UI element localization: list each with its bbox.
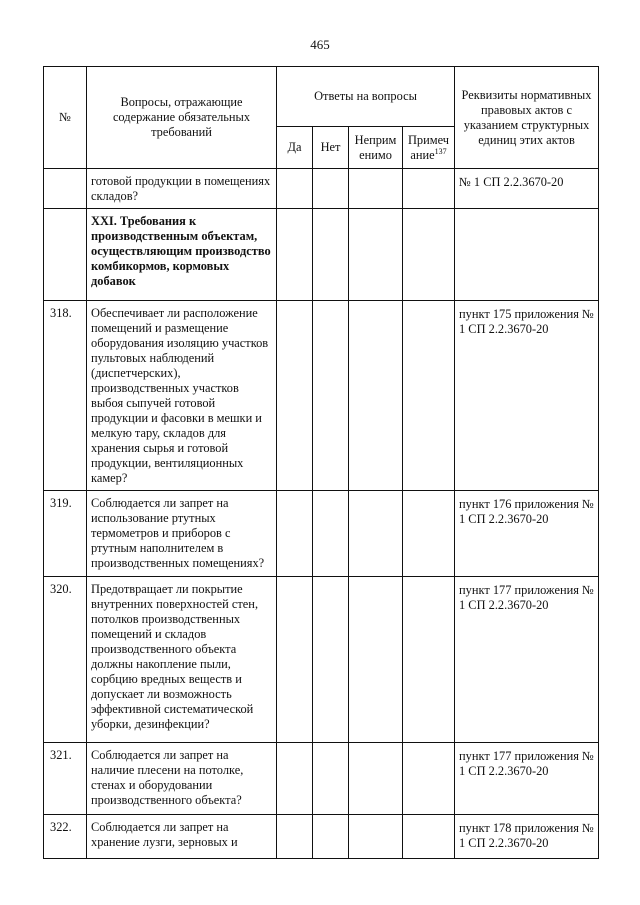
section-row <box>44 209 599 301</box>
cell-note[interactable] <box>403 815 455 859</box>
table-row <box>44 169 599 209</box>
cell-not-applicable[interactable] <box>349 577 403 743</box>
table-row <box>44 491 599 577</box>
header-note-line1: Примеч <box>407 132 450 147</box>
cell-not-applicable[interactable] <box>349 815 403 859</box>
row-number: 321. <box>44 743 87 815</box>
cell-not-applicable[interactable] <box>349 491 403 577</box>
cell-no <box>313 209 349 301</box>
row-number: 319. <box>44 491 87 577</box>
row-number <box>44 169 87 209</box>
header-not-applicable <box>349 127 403 169</box>
header-no: Нет <box>313 127 349 169</box>
cell-note[interactable] <box>403 491 455 577</box>
table-row <box>44 815 599 859</box>
row-number: 318. <box>44 301 87 491</box>
header-note <box>403 127 455 169</box>
checklist-table <box>43 66 599 859</box>
cell-yes[interactable] <box>277 301 313 491</box>
cell-note[interactable] <box>403 169 455 209</box>
cell-no[interactable] <box>313 491 349 577</box>
cell-note[interactable] <box>403 743 455 815</box>
row-reference: пункт 177 приложения № 1 СП 2.2.3670-20 <box>455 577 599 743</box>
cell-not-applicable <box>349 209 403 301</box>
cell-yes <box>277 209 313 301</box>
cell-yes[interactable] <box>277 577 313 743</box>
cell-note[interactable] <box>403 301 455 491</box>
header-num: № <box>44 67 87 169</box>
footnote-marker: 137 <box>434 146 447 156</box>
header-yes: Да <box>277 127 313 169</box>
row-question: Соблюдается ли запрет на использование ртутных термометров и приборов с ртутным наполнителем в производственных помещениях? <box>87 491 277 577</box>
header-row-top <box>44 67 599 127</box>
row-question: Соблюдается ли запрет на хранение лузги, зерновых и <box>87 815 277 859</box>
row-question: Предотвращает ли покрытие внутренних поверхностей стен, потолков производственных помещений и складов производственного объекта должны накопление пыли, сорбцию вредных веществ и допускает ли возможность эффективной систематической уборки, дезинфекции? <box>87 577 277 743</box>
row-number: 322. <box>44 815 87 859</box>
row-reference: пункт 178 приложения № 1 СП 2.2.3670-20 <box>455 815 599 859</box>
row-reference: пункт 176 приложения № 1 СП 2.2.3670-20 <box>455 491 599 577</box>
cell-note <box>403 209 455 301</box>
cell-yes[interactable] <box>277 169 313 209</box>
header-na-line1: Неприм <box>354 132 397 147</box>
header-requisites: Реквизиты нормативных правовых актов с указанием структурных единиц этих актов <box>455 67 599 169</box>
header-note-line2: ание <box>410 147 435 162</box>
cell-yes[interactable] <box>277 815 313 859</box>
row-reference <box>455 209 599 301</box>
header-question: Вопросы, отражающие содержание обязательных требований <box>87 67 277 169</box>
cell-yes[interactable] <box>277 491 313 577</box>
row-number <box>44 209 87 301</box>
cell-no[interactable] <box>313 577 349 743</box>
row-reference: № 1 СП 2.2.3670-20 <box>455 169 599 209</box>
section-heading: XXI. Требования к производственным объектам, осуществляющим производство комбикормов, кормовых добавок <box>87 209 277 301</box>
cell-note[interactable] <box>403 577 455 743</box>
cell-no[interactable] <box>313 169 349 209</box>
header-answers: Ответы на вопросы <box>277 67 455 127</box>
row-question: готовой продукции в помещениях складов? <box>87 169 277 209</box>
cell-no[interactable] <box>313 743 349 815</box>
cell-not-applicable[interactable] <box>349 743 403 815</box>
row-number: 320. <box>44 577 87 743</box>
cell-not-applicable[interactable] <box>349 169 403 209</box>
page-number: 465 <box>310 37 330 52</box>
row-reference: пункт 175 приложения № 1 СП 2.2.3670-20 <box>455 301 599 491</box>
row-question: Соблюдается ли запрет на наличие плесени на потолке, стенах и оборудовании производственного объекта? <box>87 743 277 815</box>
header-na-line2: енимо <box>359 147 392 162</box>
cell-yes[interactable] <box>277 743 313 815</box>
cell-not-applicable[interactable] <box>349 301 403 491</box>
table-row <box>44 577 599 743</box>
cell-no[interactable] <box>313 815 349 859</box>
table-row <box>44 301 599 491</box>
row-question: Обеспечивает ли расположение помещений и размещение оборудования изоляцию участков пультовых наблюдений (диспетчерских), производственных участков выбоя сыпучей готовой продукции и фасовки в мешки и мелкую тару, складов для хранения сырья и готовой продукции, вентиляционных камер? <box>87 301 277 491</box>
row-reference: пункт 177 приложения № 1 СП 2.2.3670-20 <box>455 743 599 815</box>
cell-no[interactable] <box>313 301 349 491</box>
table-row <box>44 743 599 815</box>
